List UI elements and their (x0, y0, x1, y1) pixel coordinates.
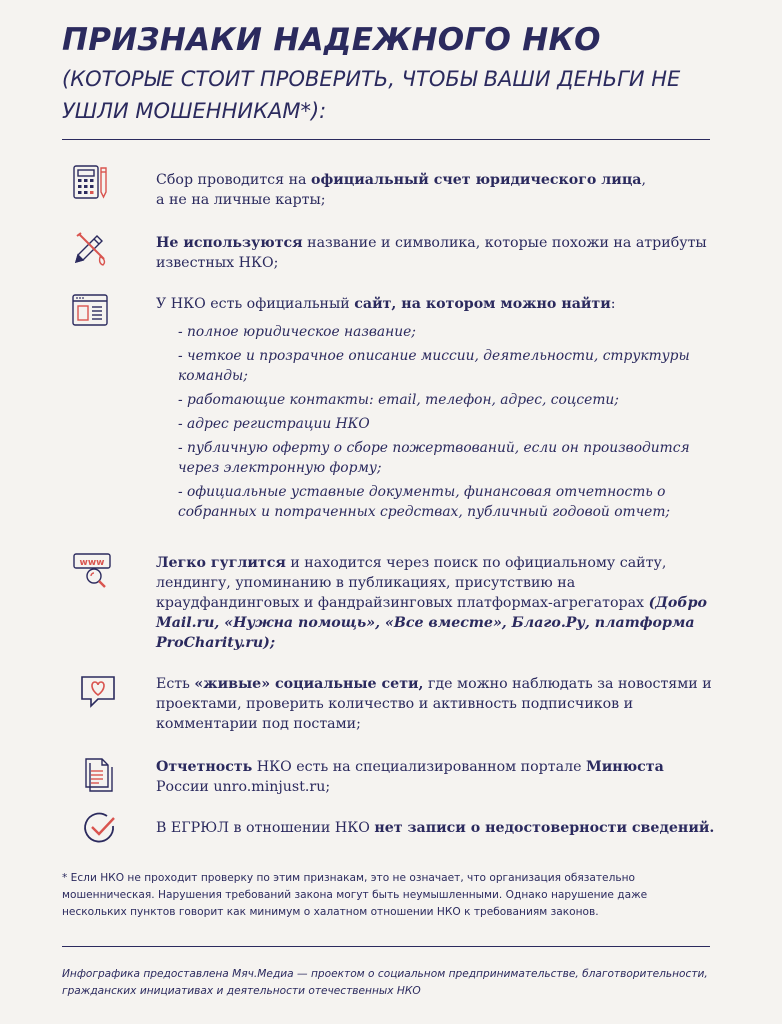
item-social-networks: Есть «живые» социальные сети, где можно наблюдать за новостями и проектами, проверить количество и активность подписчиков и комментарии под постами; (156, 676, 712, 732)
item-official-account: Сбор проводится на официальный счет юридического лица, а не на личные карты; (156, 172, 647, 208)
bottom-divider (62, 946, 710, 947)
browser-window-icon (70, 290, 110, 330)
item-official-site: У НКО есть официальный сайт, на котором можно найти: (156, 296, 616, 312)
site-requirements-list (178, 322, 708, 526)
check-circle-icon (80, 808, 120, 848)
calculator-icon (70, 162, 110, 202)
heart-message-icon (78, 672, 118, 712)
item-googleable: Легко гуглится и находится через поиск по официальному сайту, лендингу, упоминанию в публикациях, присутствию на краудфандинговых и фандрайзинговых платформах-агрегаторах (Добро Mail.ru, «Нужна помощь», «Все вместе», Благо.Ру, платформа ProCharity.ru); (156, 555, 707, 651)
documents-icon (78, 754, 118, 794)
list-item: - полное юридическое название; (178, 324, 416, 340)
list-item: - адрес регистрации НКО (178, 416, 370, 432)
page-title: ПРИЗНАКИ НАДЕЖНОГО НКО (62, 22, 601, 58)
top-divider (62, 139, 710, 140)
item-symbols: Не используются название и символика, которые похожи на атрибуты известных НКО; (156, 235, 707, 271)
www-search-icon (72, 550, 112, 590)
svg-text:www: www (79, 558, 105, 568)
list-item: - работающие контакты: email, телефон, адрес, соцсети; (178, 392, 619, 408)
list-item: - публичную оферту о сборе пожертвований, если он производится через электронную форму; (178, 440, 690, 476)
page-subtitle: (КОТОРЫЕ СТОИТ ПРОВЕРИТЬ, ЧТОБЫ ВАШИ ДЕНЬГИ НЕ УШЛИ МОШЕННИКАМ*): (62, 67, 681, 123)
list-item: - официальные уставные документы, финансовая отчетность о собранных и потраченных средствах, публичный годовой отчет; (178, 484, 671, 520)
item-egrul: В ЕГРЮЛ в отношении НКО нет записи о недостоверности сведений. (156, 820, 715, 836)
item-reporting: Отчетность НКО есть на специализированном портале Минюста России unro.minjust.ru; (156, 759, 664, 795)
list-item: - четкое и прозрачное описание миссии, деятельности, структуры команды; (178, 348, 690, 384)
credit: Инфографика предоставлена Мяч.Медиа — проектом о социальном предпринимательстве, благотворительности, гражданских инициативах и деятельности отечественных НКО (62, 968, 708, 997)
footnote: * Если НКО не проходит проверку по этим признакам, это не означает, что организация обязательно мошенническая. Нарушения требований закона могут быть неумышленными. Однако нарушение даже нескольких пунктов говорит как минимум о халатном отношении НКО к требованиям законов. (62, 872, 648, 918)
pencil-brush-icon (70, 228, 110, 268)
